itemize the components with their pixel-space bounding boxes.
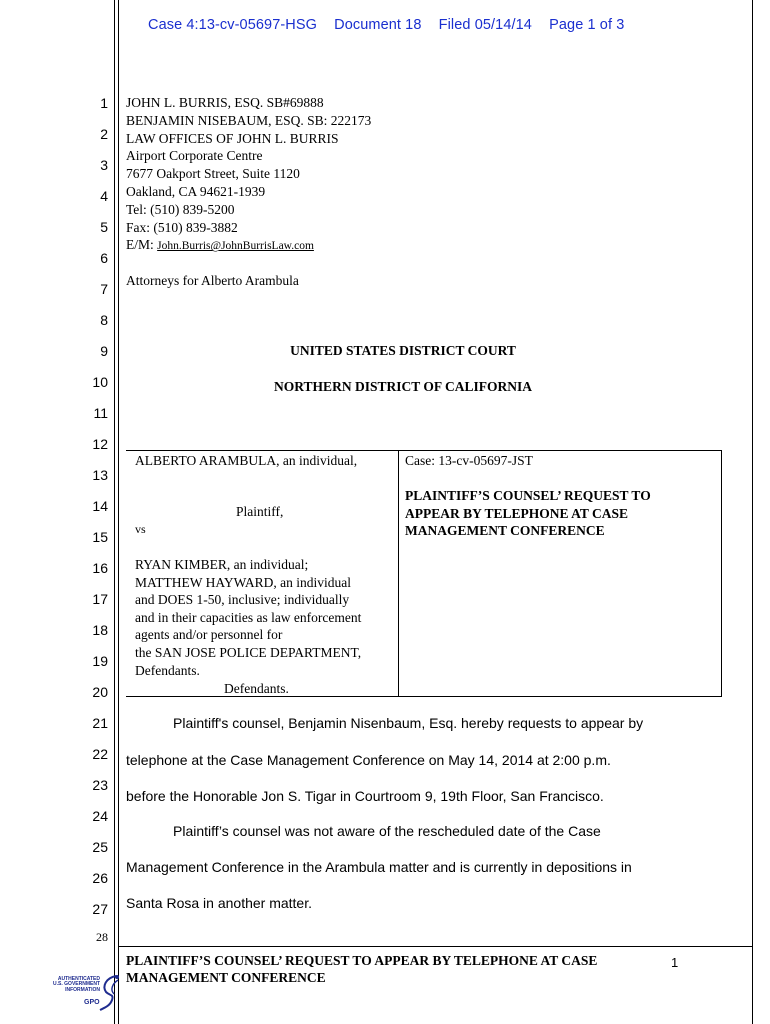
email-label: E/M:	[126, 237, 158, 253]
defendant-line: MATTHEW HAYWARD, an individual	[135, 574, 351, 590]
line-number: 18	[92, 622, 108, 638]
defendant-line: the SAN JOSE POLICE DEPARTMENT,	[135, 644, 362, 660]
attorney-block	[126, 94, 371, 256]
line-number: 7	[100, 281, 108, 297]
line-number: 15	[92, 529, 108, 545]
seal-text-line: U.S. GOVERNMENT	[53, 981, 100, 988]
attorney-line: JOHN L. BURRIS, ESQ. SB#69888	[126, 95, 324, 110]
line-number: 19	[92, 653, 108, 669]
footer-title	[126, 952, 597, 986]
line-number: 21	[92, 715, 108, 731]
footer-rule	[118, 946, 752, 947]
line-number: 14	[92, 498, 108, 514]
line-number: 26	[92, 870, 108, 886]
body-line: before the Honorable Jon S. Tigar in Courtroom 9, 19th Floor, San Francisco.	[126, 788, 604, 804]
body-line: Santa Rosa in another matter.	[126, 895, 312, 911]
body-line: Management Conference in the Arambula matter and is currently in depositions in	[126, 859, 632, 875]
line-number: 4	[100, 188, 108, 204]
doc-title-line: APPEAR BY TELEPHONE AT CASE	[405, 505, 629, 521]
right-margin-rule	[752, 0, 753, 1024]
court-name: UNITED STATES DISTRICT COURT	[290, 343, 516, 358]
attorney-line: Airport Corporate Centre	[126, 148, 263, 164]
line-number: 28	[96, 930, 108, 944]
defendant-line: RYAN KIMBER, an individual;	[135, 557, 309, 572]
caption-divider	[398, 450, 399, 697]
line-number: 25	[92, 839, 108, 855]
seal-text-line: AUTHENTICATED	[57, 976, 100, 982]
line-number: 16	[92, 560, 108, 576]
caption-top-rule	[126, 450, 722, 451]
header-filed-date: Filed 05/14/14	[438, 17, 532, 33]
footer-title-line: MANAGEMENT CONFERENCE	[126, 970, 326, 985]
line-number: 23	[92, 777, 108, 793]
caption-defendants-role: Defendants.	[224, 681, 289, 696]
caption-plaintiff-role: Plaintiff,	[236, 504, 284, 519]
line-number: 6	[100, 250, 108, 266]
defendant-line: and DOES 1-50, inclusive; individually	[135, 592, 350, 608]
doc-title-line: PLAINTIFF’S COUNSEL’ REQUEST TO	[405, 488, 651, 503]
footer-title-line: PLAINTIFF’S COUNSEL’ REQUEST TO APPEAR BY TELEPHONE AT CASE	[126, 953, 598, 968]
eagle-icon	[96, 972, 124, 1014]
header-page-count: Page 1 of 3	[549, 17, 625, 33]
caption-plaintiff: ALBERTO ARAMBULA, an individual,	[135, 453, 358, 468]
caption-right-rule	[721, 450, 722, 697]
filing-header	[148, 17, 624, 33]
line-number: 27	[92, 901, 108, 917]
line-number: 3	[100, 157, 108, 173]
defendant-line: and in their capacities as law enforcement	[135, 609, 362, 625]
header-document-number: Document 18	[334, 17, 422, 33]
attorney-line: LAW OFFICES OF JOHN L. BURRIS	[126, 130, 339, 146]
body-line: Plaintiff’s counsel was not aware of the rescheduled date of the Case	[173, 823, 601, 839]
line-number: 20	[92, 684, 108, 700]
caption-defendants	[135, 556, 361, 679]
seal-gpo-mark: GPO	[84, 999, 100, 1006]
line-number: 12	[92, 436, 108, 452]
line-number: 8	[100, 312, 108, 328]
line-number: 17	[92, 591, 108, 607]
seal-text	[38, 977, 100, 993]
attorney-line: Fax: (510) 839-3882	[126, 219, 238, 235]
line-number: 24	[92, 808, 108, 824]
page-number: 1	[671, 955, 679, 970]
defendant-line: agents and/or personnel for	[135, 627, 283, 643]
court-district: NORTHERN DISTRICT OF CALIFORNIA	[274, 379, 532, 394]
line-number: 11	[93, 405, 108, 421]
left-margin-rule-inner	[118, 0, 119, 1024]
attorneys-for: Attorneys for Alberto Arambula	[126, 273, 299, 288]
caption-document-title	[405, 487, 651, 540]
line-number: 1	[100, 95, 108, 111]
header-case-number: Case 4:13-cv-05697-HSG	[148, 17, 318, 33]
line-number: 2	[100, 126, 108, 142]
caption-vs: vs	[135, 522, 146, 536]
attorney-line: BENJAMIN NISEBAUM, ESQ. SB: 222173	[126, 112, 372, 128]
line-number: 22	[92, 746, 108, 762]
body-line: Plaintiff's counsel, Benjamin Nisenbaum, Esq. hereby requests to appear by	[173, 715, 644, 731]
attorney-email-link[interactable]: John.Burris@JohnBurrisLaw.com	[157, 240, 314, 253]
caption-case-number: Case: 13-cv-05697-JST	[405, 453, 533, 468]
body-line: telephone at the Case Management Conference on May 14, 2014 at 2:00 p.m.	[126, 752, 611, 768]
seal-text-line: INFORMATION	[65, 986, 100, 993]
defendant-line: Defendants.	[135, 662, 200, 678]
attorney-line: Tel: (510) 839-5200	[126, 201, 235, 217]
doc-title-line: MANAGEMENT CONFERENCE	[405, 523, 605, 539]
line-number: 13	[92, 467, 108, 483]
attorney-line: Oakland, CA 94621-1939	[126, 183, 266, 199]
line-number: 10	[92, 374, 108, 390]
line-number: 9	[100, 343, 108, 359]
gpo-authentication-seal	[38, 972, 124, 1016]
attorney-email-line	[126, 236, 371, 256]
line-number: 5	[100, 219, 108, 235]
left-margin-rule-outer	[114, 0, 115, 1024]
attorney-line: 7677 Oakport Street, Suite 1120	[126, 166, 300, 182]
caption-bottom-rule	[126, 696, 722, 697]
